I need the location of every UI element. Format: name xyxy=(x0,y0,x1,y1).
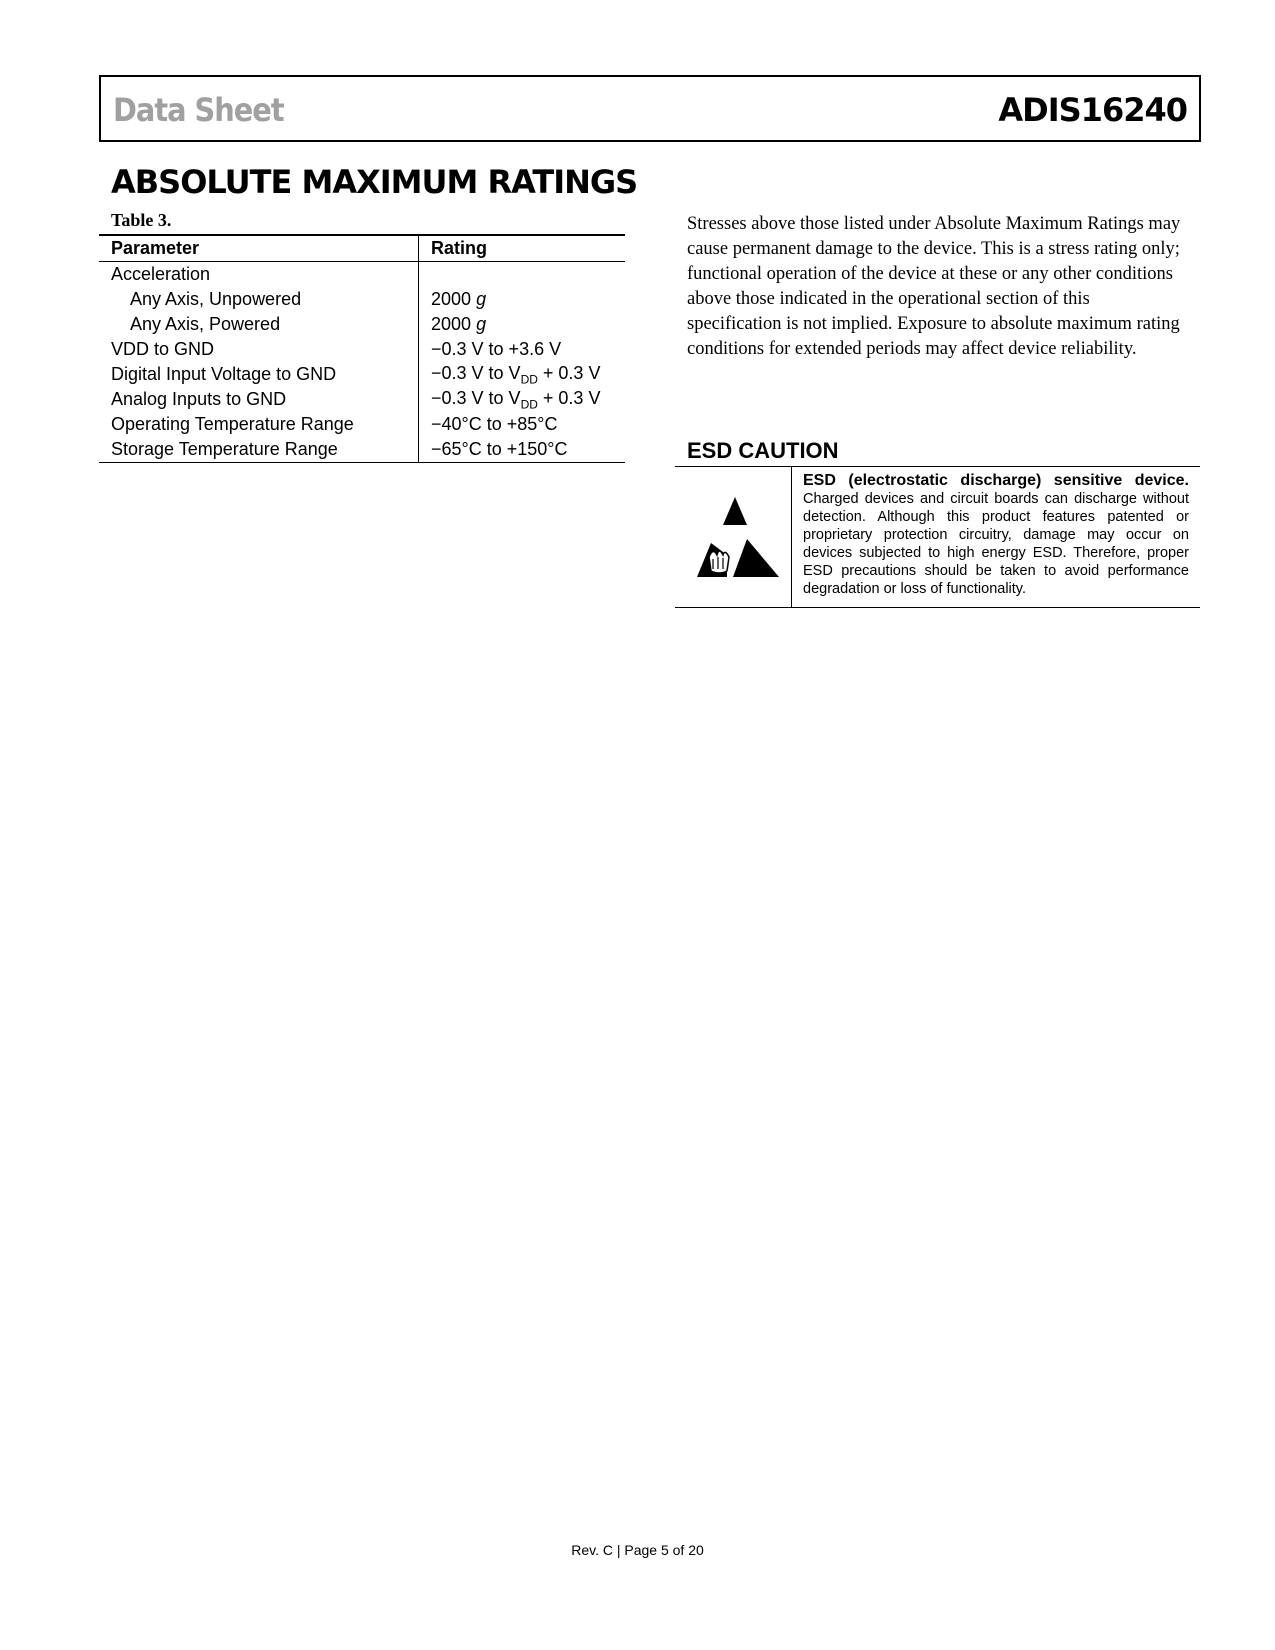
esd-warning-icon xyxy=(687,495,781,579)
parameter-cell: Any Axis, Unpowered xyxy=(99,287,419,312)
page-footer: Rev. C | Page 5 of 20 xyxy=(571,1542,704,1558)
table-row xyxy=(99,387,625,412)
rating-cell xyxy=(419,287,626,312)
absolute-max-ratings-table xyxy=(99,234,625,463)
rating-cell xyxy=(419,387,626,412)
column-header-parameter: Parameter xyxy=(99,235,419,262)
esd-caution-text xyxy=(803,472,1189,598)
rating-cell xyxy=(419,262,626,288)
rating-subscript: DD xyxy=(520,397,538,412)
esd-caution-title: ESD CAUTION xyxy=(687,438,839,463)
rating-value: 2000 xyxy=(431,289,472,309)
rating-subscript: DD xyxy=(520,372,538,387)
table-row xyxy=(99,337,625,362)
section-title: ABSOLUTE MAXIMUM RATINGS xyxy=(111,163,638,201)
rating-text: + 0.3 V xyxy=(537,387,601,408)
table-row xyxy=(99,362,625,387)
esd-bold-text: ESD (electrostatic discharge) sensitive device. xyxy=(803,472,1189,489)
parameter-cell: Storage Temperature Range xyxy=(99,437,419,463)
esd-caution-box xyxy=(675,466,1200,608)
rating-text: −0.3 V to V xyxy=(431,387,521,408)
parameter-cell: VDD to GND xyxy=(99,337,419,362)
rating-cell xyxy=(419,362,626,387)
table-row xyxy=(99,312,625,337)
rating-cell: −40°C to +85°C xyxy=(431,414,558,434)
table-row xyxy=(99,412,625,437)
rating-unit: g xyxy=(476,289,487,309)
table-row xyxy=(99,437,625,463)
parameter-cell: Analog Inputs to GND xyxy=(99,387,419,412)
header-part-number: ADIS16240 xyxy=(998,91,1187,129)
parameter-cell: Operating Temperature Range xyxy=(99,412,419,437)
parameter-cell: Digital Input Voltage to GND xyxy=(99,362,419,387)
rating-cell: −65°C to +150°C xyxy=(431,439,568,459)
rating-cell xyxy=(419,312,626,337)
table-row xyxy=(99,262,625,288)
rating-text: −0.3 V to V xyxy=(431,362,521,383)
stress-paragraph: Stresses above those listed under Absolute Maximum Ratings may cause permanent damage to the device. This is a stress rating only; functional operation of the device at these or any other conditions above those indicated in the operational section of this specification is not implied. Exposure to absolute maximum rating conditions for extended periods may affect device reliability. xyxy=(687,214,1181,359)
table-header-row xyxy=(99,235,625,262)
table-row xyxy=(99,287,625,312)
table-caption: Table 3. xyxy=(111,210,172,230)
esd-body-text: Charged devices and circuit boards can discharge without detection. Although this product features patented or proprietary protection circuitry, damage may occur on devices subjected to high energy ESD. Therefore, proper ESD precautions should be taken to avoid performance degradation or loss of functionality. xyxy=(803,491,1189,597)
header-doc-type: Data Sheet xyxy=(113,91,284,129)
parameter-cell: Acceleration xyxy=(99,262,419,288)
rating-cell: −0.3 V to +3.6 V xyxy=(431,339,562,359)
rating-text: + 0.3 V xyxy=(537,362,601,383)
column-header-rating: Rating xyxy=(431,238,487,258)
page-header xyxy=(99,75,1201,142)
rating-unit: g xyxy=(476,314,487,334)
parameter-cell: Any Axis, Powered xyxy=(99,312,419,337)
rating-value: 2000 xyxy=(431,314,472,334)
esd-icon-cell xyxy=(675,467,792,607)
